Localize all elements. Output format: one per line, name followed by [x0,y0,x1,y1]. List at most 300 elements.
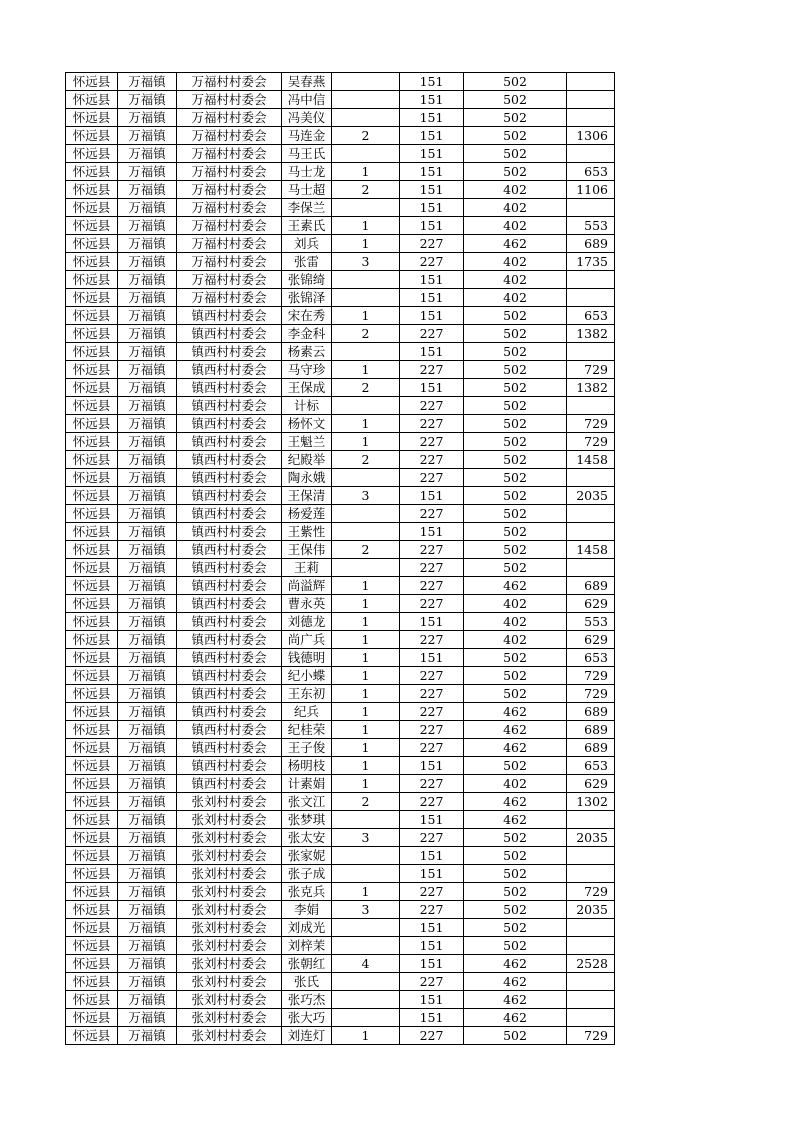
count-cell: 1 [332,721,400,739]
town-cell: 万福镇 [118,667,177,685]
name-cell: 王东初 [282,685,332,703]
table-row [66,109,615,127]
amount-cell: 629 [567,775,615,793]
count-cell: 1 [332,1027,400,1045]
value-b-cell: 502 [464,865,567,883]
county-cell: 怀远县 [66,847,118,865]
amount-cell: 689 [567,577,615,595]
town-cell: 万福镇 [118,793,177,811]
town-cell: 万福镇 [118,397,177,415]
county-cell: 怀远县 [66,901,118,919]
county-cell: 怀远县 [66,271,118,289]
county-cell: 怀远县 [66,937,118,955]
village-cell: 万福村村委会 [177,73,282,91]
town-cell: 万福镇 [118,289,177,307]
town-cell: 万福镇 [118,991,177,1009]
count-cell [332,847,400,865]
amount-cell [567,937,615,955]
name-cell: 张子成 [282,865,332,883]
name-cell: 张克兵 [282,883,332,901]
value-b-cell: 462 [464,577,567,595]
amount-cell [567,343,615,361]
value-a-cell: 151 [400,91,464,109]
value-b-cell: 502 [464,505,567,523]
name-cell: 张文江 [282,793,332,811]
count-cell: 2 [332,127,400,145]
count-cell: 3 [332,829,400,847]
town-cell: 万福镇 [118,1027,177,1045]
town-cell: 万福镇 [118,631,177,649]
count-cell [332,919,400,937]
town-cell: 万福镇 [118,865,177,883]
count-cell [332,145,400,163]
name-cell: 张梦琪 [282,811,332,829]
value-a-cell: 227 [400,415,464,433]
count-cell [332,559,400,577]
count-cell: 1 [332,613,400,631]
table-row [66,487,615,505]
name-cell: 王保伟 [282,541,332,559]
value-a-cell: 151 [400,289,464,307]
town-cell: 万福镇 [118,541,177,559]
village-cell: 万福村村委会 [177,289,282,307]
value-a-cell: 151 [400,217,464,235]
amount-cell [567,811,615,829]
village-cell: 万福村村委会 [177,127,282,145]
village-cell: 张刘村村委会 [177,973,282,991]
county-cell: 怀远县 [66,253,118,271]
name-cell: 刘连灯 [282,1027,332,1045]
table-row [66,307,615,325]
table-row [66,919,615,937]
value-a-cell: 151 [400,523,464,541]
name-cell: 张雷 [282,253,332,271]
county-cell: 怀远县 [66,559,118,577]
table-row [66,1009,615,1027]
value-a-cell: 227 [400,253,464,271]
town-cell: 万福镇 [118,505,177,523]
table-row [66,127,615,145]
amount-cell: 729 [567,433,615,451]
amount-cell: 653 [567,757,615,775]
value-a-cell: 227 [400,667,464,685]
county-cell: 怀远县 [66,235,118,253]
county-cell: 怀远县 [66,91,118,109]
town-cell: 万福镇 [118,235,177,253]
name-cell: 计素娟 [282,775,332,793]
county-cell: 怀远县 [66,595,118,613]
town-cell: 万福镇 [118,451,177,469]
value-b-cell: 502 [464,451,567,469]
value-b-cell: 502 [464,559,567,577]
town-cell: 万福镇 [118,901,177,919]
value-a-cell: 227 [400,775,464,793]
name-cell: 尚广兵 [282,631,332,649]
name-cell: 刘成光 [282,919,332,937]
amount-cell [567,73,615,91]
town-cell: 万福镇 [118,343,177,361]
name-cell: 王子俊 [282,739,332,757]
village-cell: 镇西村村委会 [177,541,282,559]
value-b-cell: 502 [464,361,567,379]
county-cell: 怀远县 [66,703,118,721]
name-cell: 纪小蝶 [282,667,332,685]
town-cell: 万福镇 [118,181,177,199]
table-row [66,163,615,181]
count-cell: 1 [332,577,400,595]
county-cell: 怀远县 [66,289,118,307]
county-cell: 怀远县 [66,325,118,343]
name-cell: 马王氏 [282,145,332,163]
count-cell: 1 [332,757,400,775]
town-cell: 万福镇 [118,379,177,397]
county-cell: 怀远县 [66,721,118,739]
name-cell: 王魁兰 [282,433,332,451]
village-cell: 镇西村村委会 [177,379,282,397]
table-row [66,811,615,829]
value-b-cell: 502 [464,307,567,325]
village-cell: 镇西村村委会 [177,757,282,775]
count-cell [332,289,400,307]
amount-cell [567,1009,615,1027]
table-row [66,901,615,919]
value-b-cell: 502 [464,397,567,415]
value-b-cell: 402 [464,217,567,235]
name-cell: 杨爱莲 [282,505,332,523]
value-b-cell: 462 [464,721,567,739]
name-cell: 马守珍 [282,361,332,379]
town-cell: 万福镇 [118,487,177,505]
name-cell: 王莉 [282,559,332,577]
town-cell: 万福镇 [118,469,177,487]
amount-cell [567,973,615,991]
count-cell: 1 [332,883,400,901]
table-row [66,451,615,469]
amount-cell [567,865,615,883]
count-cell [332,469,400,487]
value-a-cell: 151 [400,109,464,127]
village-cell: 镇西村村委会 [177,397,282,415]
table-row [66,595,615,613]
name-cell: 张锦泽 [282,289,332,307]
value-b-cell: 462 [464,991,567,1009]
table-row [66,559,615,577]
value-a-cell: 227 [400,685,464,703]
amount-cell [567,847,615,865]
count-cell: 1 [332,649,400,667]
town-cell: 万福镇 [118,847,177,865]
village-cell: 镇西村村委会 [177,595,282,613]
value-b-cell: 462 [464,793,567,811]
village-cell: 镇西村村委会 [177,775,282,793]
value-b-cell: 462 [464,1009,567,1027]
value-a-cell: 227 [400,901,464,919]
village-cell: 张刘村村委会 [177,847,282,865]
table-row [66,1027,615,1045]
value-b-cell: 462 [464,235,567,253]
value-a-cell: 151 [400,163,464,181]
amount-cell: 729 [567,361,615,379]
name-cell: 刘梓茉 [282,937,332,955]
value-a-cell: 227 [400,883,464,901]
value-b-cell: 502 [464,1027,567,1045]
village-cell: 张刘村村委会 [177,811,282,829]
value-b-cell: 502 [464,469,567,487]
value-a-cell: 227 [400,577,464,595]
county-cell: 怀远县 [66,361,118,379]
count-cell: 1 [332,631,400,649]
value-a-cell: 227 [400,829,464,847]
name-cell: 张家妮 [282,847,332,865]
amount-cell: 653 [567,163,615,181]
village-cell: 张刘村村委会 [177,955,282,973]
name-cell: 纪桂荣 [282,721,332,739]
town-cell: 万福镇 [118,199,177,217]
count-cell [332,199,400,217]
amount-cell: 629 [567,631,615,649]
value-a-cell: 227 [400,631,464,649]
village-cell: 镇西村村委会 [177,703,282,721]
value-b-cell: 402 [464,181,567,199]
amount-cell: 553 [567,217,615,235]
county-cell: 怀远县 [66,379,118,397]
name-cell: 刘德龙 [282,613,332,631]
value-b-cell: 502 [464,415,567,433]
value-b-cell: 462 [464,973,567,991]
value-b-cell: 502 [464,541,567,559]
value-a-cell: 151 [400,379,464,397]
value-a-cell: 227 [400,235,464,253]
village-cell: 万福村村委会 [177,253,282,271]
name-cell: 王素氏 [282,217,332,235]
name-cell: 冯美仪 [282,109,332,127]
name-cell: 吴春燕 [282,73,332,91]
town-cell: 万福镇 [118,703,177,721]
value-b-cell: 502 [464,487,567,505]
village-cell: 张刘村村委会 [177,937,282,955]
value-a-cell: 151 [400,343,464,361]
count-cell: 1 [332,739,400,757]
county-cell: 怀远县 [66,667,118,685]
count-cell: 1 [332,163,400,181]
town-cell: 万福镇 [118,829,177,847]
county-cell: 怀远县 [66,451,118,469]
town-cell: 万福镇 [118,91,177,109]
name-cell: 钱德明 [282,649,332,667]
amount-cell [567,145,615,163]
amount-cell: 1382 [567,325,615,343]
amount-cell [567,271,615,289]
count-cell: 2 [332,325,400,343]
amount-cell [567,559,615,577]
value-b-cell: 402 [464,595,567,613]
town-cell: 万福镇 [118,307,177,325]
name-cell: 李金科 [282,325,332,343]
value-b-cell: 502 [464,901,567,919]
count-cell: 1 [332,703,400,721]
name-cell: 张锦绮 [282,271,332,289]
amount-cell [567,523,615,541]
count-cell [332,811,400,829]
name-cell: 刘兵 [282,235,332,253]
county-cell: 怀远县 [66,883,118,901]
county-cell: 怀远县 [66,397,118,415]
town-cell: 万福镇 [118,271,177,289]
value-a-cell: 151 [400,649,464,667]
table-row [66,649,615,667]
value-b-cell: 462 [464,739,567,757]
table-row [66,523,615,541]
county-cell: 怀远县 [66,487,118,505]
count-cell: 2 [332,451,400,469]
table-row [66,271,615,289]
amount-cell: 1302 [567,793,615,811]
table-row [66,541,615,559]
table-row [66,865,615,883]
value-a-cell: 151 [400,811,464,829]
village-cell: 镇西村村委会 [177,667,282,685]
county-cell: 怀远县 [66,865,118,883]
count-cell: 1 [332,235,400,253]
table-row [66,739,615,757]
value-b-cell: 502 [464,163,567,181]
town-cell: 万福镇 [118,73,177,91]
value-a-cell: 151 [400,955,464,973]
town-cell: 万福镇 [118,595,177,613]
table-row [66,397,615,415]
county-cell: 怀远县 [66,217,118,235]
amount-cell [567,199,615,217]
table-row [66,685,615,703]
village-cell: 万福村村委会 [177,91,282,109]
table-row [66,721,615,739]
count-cell [332,109,400,127]
value-a-cell: 151 [400,613,464,631]
town-cell: 万福镇 [118,775,177,793]
table-row [66,847,615,865]
amount-cell [567,505,615,523]
value-b-cell: 502 [464,127,567,145]
town-cell: 万福镇 [118,685,177,703]
village-cell: 万福村村委会 [177,181,282,199]
value-b-cell: 502 [464,685,567,703]
county-cell: 怀远县 [66,163,118,181]
value-a-cell: 227 [400,451,464,469]
name-cell: 杨素云 [282,343,332,361]
amount-cell: 2035 [567,829,615,847]
value-b-cell: 502 [464,343,567,361]
amount-cell: 2035 [567,487,615,505]
value-b-cell: 402 [464,199,567,217]
amount-cell: 729 [567,1027,615,1045]
count-cell: 3 [332,487,400,505]
table-body [66,73,615,1045]
county-cell: 怀远县 [66,433,118,451]
name-cell: 杨明枝 [282,757,332,775]
amount-cell: 729 [567,667,615,685]
village-cell: 镇西村村委会 [177,469,282,487]
name-cell: 王紫性 [282,523,332,541]
town-cell: 万福镇 [118,361,177,379]
village-cell: 张刘村村委会 [177,1027,282,1045]
county-cell: 怀远县 [66,1009,118,1027]
county-cell: 怀远县 [66,739,118,757]
value-a-cell: 227 [400,397,464,415]
town-cell: 万福镇 [118,919,177,937]
name-cell: 李娟 [282,901,332,919]
village-cell: 镇西村村委会 [177,307,282,325]
value-a-cell: 227 [400,469,464,487]
value-a-cell: 151 [400,181,464,199]
count-cell: 4 [332,955,400,973]
village-cell: 万福村村委会 [177,271,282,289]
value-a-cell: 151 [400,271,464,289]
town-cell: 万福镇 [118,415,177,433]
value-a-cell: 151 [400,127,464,145]
table-row [66,829,615,847]
amount-cell: 2035 [567,901,615,919]
county-cell: 怀远县 [66,577,118,595]
table-row [66,361,615,379]
table-row [66,469,615,487]
table-row [66,217,615,235]
town-cell: 万福镇 [118,721,177,739]
county-cell: 怀远县 [66,307,118,325]
amount-cell [567,919,615,937]
county-cell: 怀远县 [66,613,118,631]
table-row [66,379,615,397]
table-row [66,631,615,649]
value-b-cell: 502 [464,883,567,901]
value-a-cell: 227 [400,703,464,721]
value-b-cell: 502 [464,847,567,865]
count-cell: 2 [332,541,400,559]
count-cell [332,505,400,523]
name-cell: 张朝红 [282,955,332,973]
town-cell: 万福镇 [118,109,177,127]
name-cell: 陶永娥 [282,469,332,487]
village-cell: 镇西村村委会 [177,523,282,541]
value-a-cell: 227 [400,559,464,577]
village-cell: 张刘村村委会 [177,829,282,847]
value-b-cell: 502 [464,523,567,541]
count-cell: 2 [332,379,400,397]
value-a-cell: 227 [400,433,464,451]
county-cell: 怀远县 [66,469,118,487]
count-cell: 1 [332,685,400,703]
value-b-cell: 502 [464,73,567,91]
village-cell: 镇西村村委会 [177,559,282,577]
amount-cell [567,109,615,127]
village-cell: 万福村村委会 [177,109,282,127]
value-a-cell: 151 [400,937,464,955]
town-cell: 万福镇 [118,217,177,235]
amount-cell: 689 [567,721,615,739]
village-cell: 镇西村村委会 [177,451,282,469]
county-cell: 怀远县 [66,649,118,667]
count-cell [332,91,400,109]
table-row [66,667,615,685]
table-row [66,991,615,1009]
value-a-cell: 151 [400,1009,464,1027]
count-cell [332,343,400,361]
value-b-cell: 502 [464,937,567,955]
town-cell: 万福镇 [118,973,177,991]
value-a-cell: 151 [400,991,464,1009]
amount-cell [567,397,615,415]
village-cell: 万福村村委会 [177,217,282,235]
value-a-cell: 151 [400,487,464,505]
